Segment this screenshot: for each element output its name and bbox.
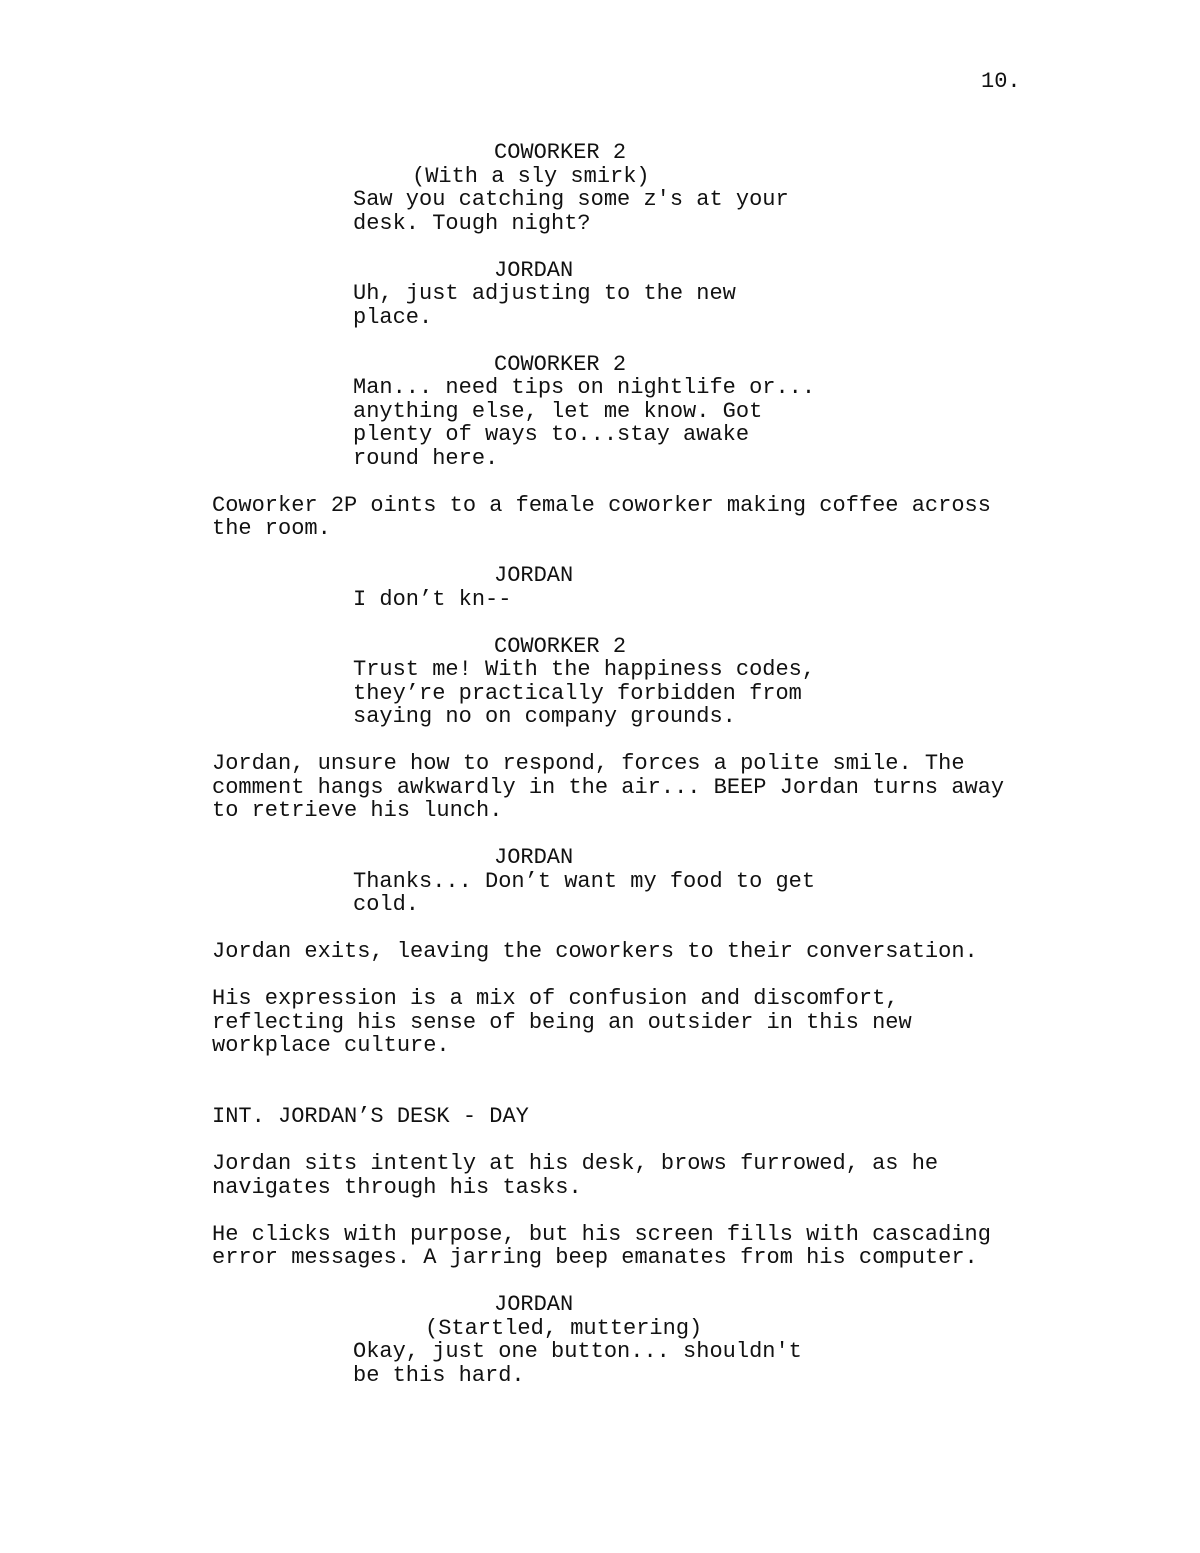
dialogue-line: I don’t kn-- (353, 586, 512, 612)
page-number: 10. (981, 69, 1021, 94)
dialogue-line: Thanks... Don’t want my food to get (353, 868, 816, 894)
dialogue-line: Okay, just one button... shouldn't (353, 1339, 802, 1364)
dialogue-line: round here. (353, 445, 499, 471)
action-line: comment hangs awkwardly in the air... BEEP Jordan turns away (212, 774, 1005, 800)
action-line: reflecting his sense of being an outsider in this new (212, 1009, 912, 1035)
character-name: JORDAN (494, 257, 574, 283)
action-line: Jordan sits intently at his desk, brows furrowed, as he (212, 1151, 939, 1176)
dialogue-line: desk. Tough night? (353, 210, 591, 236)
action-line: error messages. A jarring beep emanates from his computer. (212, 1245, 978, 1270)
action-line: Jordan, unsure how to respond, forces a polite smile. The (212, 751, 965, 776)
action-line: workplace culture. (212, 1033, 450, 1058)
action-line: Jordan exits, leaving the coworkers to their conversation. (212, 939, 978, 964)
dialogue-line: Uh, just adjusting to the new (353, 281, 736, 306)
dialogue-line: Saw you catching some z's at your (353, 187, 789, 212)
character-name: JORDAN (494, 563, 574, 588)
dialogue-line: cold. (353, 892, 420, 917)
action-line: to retrieve his lunch. (212, 798, 503, 823)
scene-heading: INT. JORDAN’S DESK - DAY (212, 1104, 529, 1129)
dialogue-line: place. (353, 304, 433, 330)
action-line: Coworker 2P oints to a female coworker making coffee across (212, 492, 991, 518)
character-name: COWORKER 2 (494, 351, 627, 377)
action-line: He clicks with purpose, but his screen fills with cascading (212, 1221, 991, 1247)
dialogue-line: anything else, let me know. Got (353, 398, 763, 424)
dialogue-line: Trust me! With the happiness codes, (353, 657, 816, 682)
dialogue-line: saying no on company grounds. (353, 704, 736, 729)
dialogue-line: Man... need tips on nightlife or... (353, 375, 816, 400)
dialogue-line: they’re practically forbidden from (353, 680, 802, 706)
parenthetical: (With a sly smirk) (412, 163, 650, 189)
character-name: JORDAN (494, 845, 574, 870)
action-line: navigates through his tasks. (212, 1174, 582, 1200)
parenthetical: (Startled, muttering) (425, 1315, 703, 1341)
character-name: COWORKER 2 (494, 633, 627, 659)
dialogue-line: plenty of ways to...stay awake (353, 422, 750, 447)
action-line: the room. (212, 516, 331, 541)
character-name: JORDAN (494, 1292, 574, 1317)
action-line: His expression is a mix of confusion and discomfort, (212, 986, 899, 1011)
dialogue-line: be this hard. (353, 1362, 525, 1388)
character-name: COWORKER 2 (494, 140, 627, 165)
